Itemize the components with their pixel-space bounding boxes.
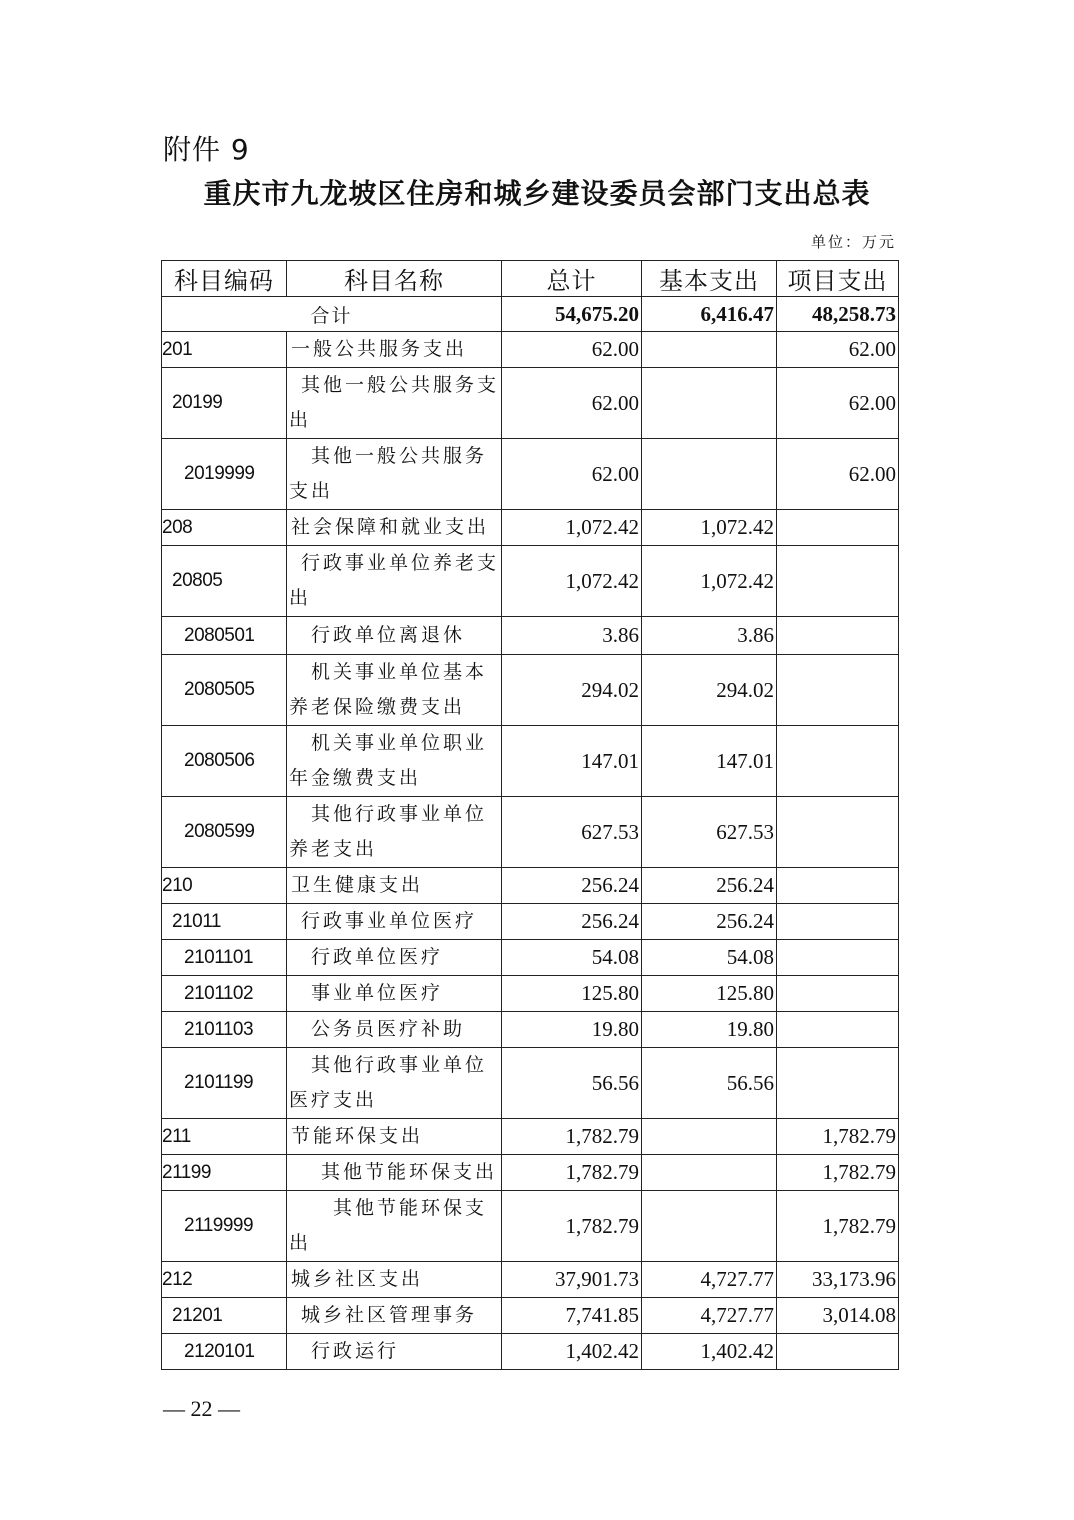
row-name: 其他节能环保支出: [287, 1191, 502, 1262]
row-project: [777, 940, 899, 976]
row-total: 62.00: [502, 368, 642, 439]
table-header-row: [162, 261, 899, 297]
row-code: 21199: [162, 1155, 287, 1191]
row-basic: [642, 1191, 777, 1262]
row-code: 2101103: [162, 1012, 287, 1048]
row-code: 2101199: [162, 1048, 287, 1119]
row-code: 20805: [162, 546, 287, 617]
row-project: [777, 655, 899, 726]
row-project: [777, 797, 899, 868]
table-row: [162, 1334, 899, 1370]
attachment-label: 附件 9: [163, 133, 250, 166]
row-name: 卫生健康支出: [287, 868, 502, 904]
row-code: 2080501: [162, 617, 287, 655]
row-basic: 294.02: [642, 655, 777, 726]
row-project: 3,014.08: [777, 1298, 899, 1334]
row-total: 256.24: [502, 868, 642, 904]
row-code: 208: [162, 510, 287, 546]
row-name: 其他行政事业单位医疗支出: [287, 1048, 502, 1119]
table-row: [162, 1119, 899, 1155]
document-title: 重庆市九龙坡区住房和城乡建设委员会部门支出总表: [203, 177, 871, 210]
total-row: [162, 297, 899, 332]
row-name: 一般公共服务支出: [287, 332, 502, 368]
table-row: [162, 1048, 899, 1119]
row-code: 2101101: [162, 940, 287, 976]
row-basic: 3.86: [642, 617, 777, 655]
header-code: 科目编码: [162, 261, 287, 297]
row-project: 62.00: [777, 332, 899, 368]
row-total: 294.02: [502, 655, 642, 726]
row-code: 2080505: [162, 655, 287, 726]
table-row: [162, 546, 899, 617]
row-total: 37,901.73: [502, 1262, 642, 1298]
table-row: [162, 726, 899, 797]
row-code: 2080599: [162, 797, 287, 868]
row-total: 256.24: [502, 904, 642, 940]
row-basic: 1,072.42: [642, 546, 777, 617]
row-total: 627.53: [502, 797, 642, 868]
total-label: 合计: [162, 297, 502, 332]
row-total: 7,741.85: [502, 1298, 642, 1334]
page-number: — 22 —: [163, 1396, 240, 1421]
row-code: 211: [162, 1119, 287, 1155]
row-project: 62.00: [777, 439, 899, 510]
table-row: [162, 332, 899, 368]
row-name: 公务员医疗补助: [287, 1012, 502, 1048]
row-project: [777, 617, 899, 655]
header-basic: 基本支出: [642, 261, 777, 297]
row-project: [777, 510, 899, 546]
table-row: [162, 1191, 899, 1262]
row-code: 21201: [162, 1298, 287, 1334]
row-basic: 4,727.77: [642, 1298, 777, 1334]
row-basic: 147.01: [642, 726, 777, 797]
row-project: 62.00: [777, 368, 899, 439]
row-total: 1,782.79: [502, 1191, 642, 1262]
total-sum: 54,675.20: [502, 297, 642, 332]
row-basic: 4,727.77: [642, 1262, 777, 1298]
table-row: [162, 655, 899, 726]
row-name: 其他一般公共服务支出: [287, 368, 502, 439]
total-basic: 6,416.47: [642, 297, 777, 332]
row-project: 1,782.79: [777, 1119, 899, 1155]
row-basic: 125.80: [642, 976, 777, 1012]
row-total: 19.80: [502, 1012, 642, 1048]
row-name: 行政单位医疗: [287, 940, 502, 976]
header-total: 总计: [502, 261, 642, 297]
row-project: [777, 904, 899, 940]
row-code: 2019999: [162, 439, 287, 510]
row-basic: 56.56: [642, 1048, 777, 1119]
row-basic: 256.24: [642, 904, 777, 940]
table-row: [162, 1012, 899, 1048]
row-total: 1,782.79: [502, 1155, 642, 1191]
row-name: 行政事业单位医疗: [287, 904, 502, 940]
table-row: [162, 940, 899, 976]
row-project: 1,782.79: [777, 1191, 899, 1262]
row-code: 2120101: [162, 1334, 287, 1370]
row-total: 125.80: [502, 976, 642, 1012]
row-code: 2119999: [162, 1191, 287, 1262]
row-name: 城乡社区管理事务: [287, 1298, 502, 1334]
row-code: 2080506: [162, 726, 287, 797]
row-total: 3.86: [502, 617, 642, 655]
total-project: 48,258.73: [777, 297, 899, 332]
unit-label: 单位：万元: [810, 233, 896, 251]
row-total: 1,402.42: [502, 1334, 642, 1370]
table-row: [162, 439, 899, 510]
row-project: 33,173.96: [777, 1262, 899, 1298]
row-name: 行政单位离退休: [287, 617, 502, 655]
row-basic: 627.53: [642, 797, 777, 868]
row-basic: [642, 368, 777, 439]
row-total: 62.00: [502, 332, 642, 368]
table-row: [162, 976, 899, 1012]
row-project: [777, 1334, 899, 1370]
row-code: 201: [162, 332, 287, 368]
table-row: [162, 1298, 899, 1334]
row-total: 62.00: [502, 439, 642, 510]
row-name: 机关事业单位基本养老保险缴费支出: [287, 655, 502, 726]
row-name: 机关事业单位职业年金缴费支出: [287, 726, 502, 797]
row-name: 行政事业单位养老支出: [287, 546, 502, 617]
row-basic: 19.80: [642, 1012, 777, 1048]
row-total: 147.01: [502, 726, 642, 797]
table-row: [162, 510, 899, 546]
row-total: 1,782.79: [502, 1119, 642, 1155]
row-project: [777, 726, 899, 797]
row-basic: 1,402.42: [642, 1334, 777, 1370]
row-code: 2101102: [162, 976, 287, 1012]
row-basic: [642, 1119, 777, 1155]
row-code: 20199: [162, 368, 287, 439]
table-row: [162, 617, 899, 655]
row-code: 210: [162, 868, 287, 904]
row-basic: 54.08: [642, 940, 777, 976]
row-project: [777, 976, 899, 1012]
row-project: [777, 546, 899, 617]
table-row: [162, 797, 899, 868]
header-project: 项目支出: [777, 261, 899, 297]
table-row: [162, 868, 899, 904]
row-name: 行政运行: [287, 1334, 502, 1370]
row-name: 事业单位医疗: [287, 976, 502, 1012]
row-name: 其他节能环保支出: [287, 1155, 502, 1191]
row-project: [777, 868, 899, 904]
row-project: 1,782.79: [777, 1155, 899, 1191]
row-basic: 256.24: [642, 868, 777, 904]
row-code: 212: [162, 1262, 287, 1298]
row-basic: [642, 439, 777, 510]
row-name: 节能环保支出: [287, 1119, 502, 1155]
row-total: 1,072.42: [502, 510, 642, 546]
row-name: 其他行政事业单位养老支出: [287, 797, 502, 868]
table-row: [162, 368, 899, 439]
table-row: [162, 1155, 899, 1191]
header-name: 科目名称: [287, 261, 502, 297]
row-project: [777, 1048, 899, 1119]
row-name: 社会保障和就业支出: [287, 510, 502, 546]
table-row: [162, 904, 899, 940]
row-basic: [642, 332, 777, 368]
expenditure-table: [161, 260, 899, 1370]
row-project: [777, 1012, 899, 1048]
row-total: 54.08: [502, 940, 642, 976]
row-code: 21011: [162, 904, 287, 940]
row-basic: [642, 1155, 777, 1191]
row-basic: 1,072.42: [642, 510, 777, 546]
row-total: 1,072.42: [502, 546, 642, 617]
row-name: 城乡社区支出: [287, 1262, 502, 1298]
table-row: [162, 1262, 899, 1298]
row-name: 其他一般公共服务支出: [287, 439, 502, 510]
row-total: 56.56: [502, 1048, 642, 1119]
